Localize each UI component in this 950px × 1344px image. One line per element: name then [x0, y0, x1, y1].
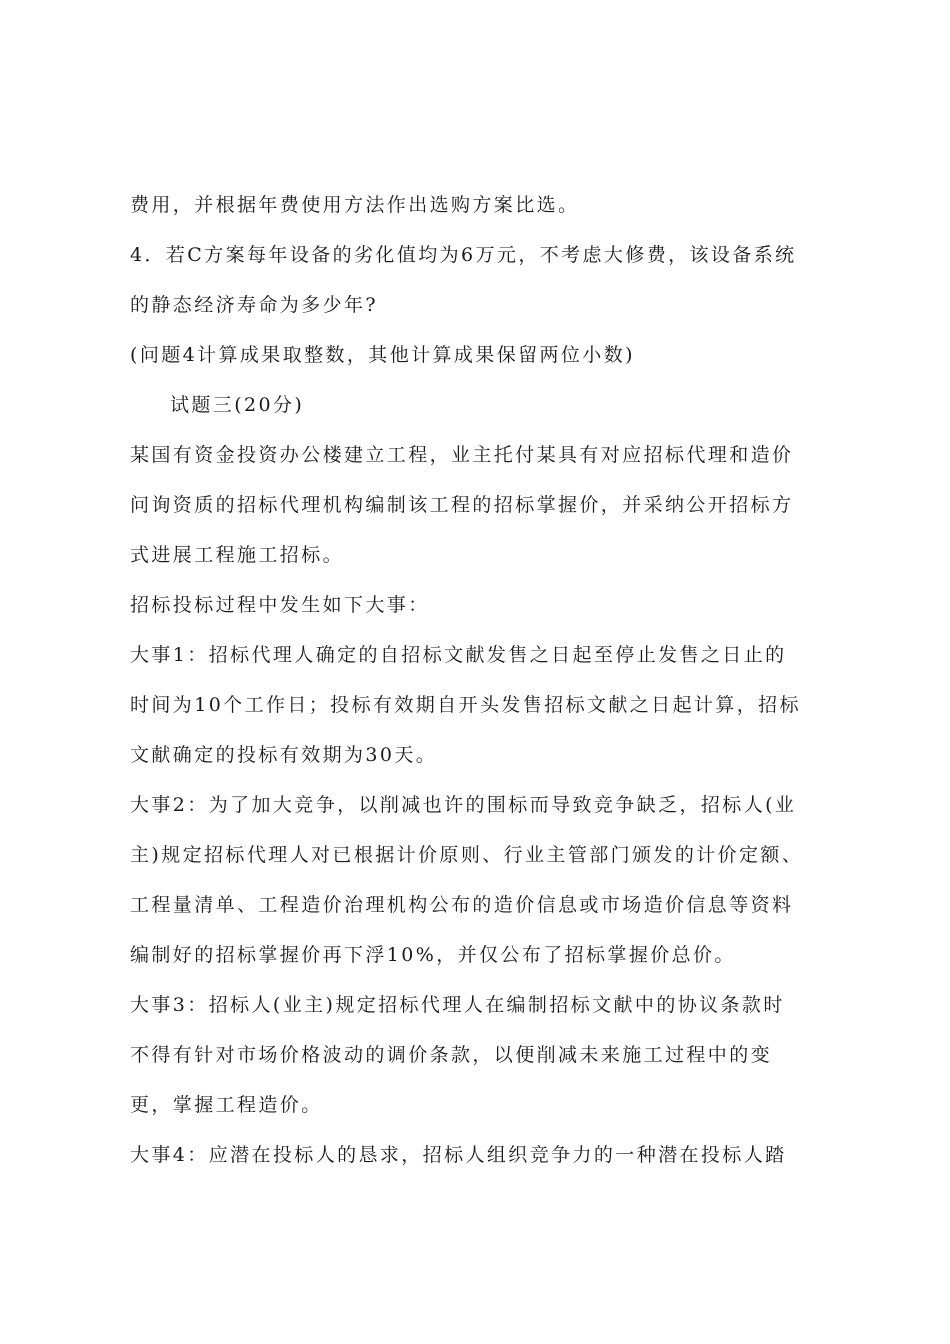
text-line: (问题4计算成果取整数，其他计算成果保留两位小数)	[130, 344, 635, 366]
text-line: 编制好的招标掌握价再下浮10%，并仅公布了招标掌握价总价。	[130, 944, 736, 966]
text-line: 的静态经济寿命为多少年?	[130, 294, 378, 316]
text-line: 费用，并根据年费使用方法作出选购方案比选。	[130, 194, 580, 216]
section-heading: 试题三(20分)	[170, 394, 305, 416]
text-line: 时间为10个工作日；投标有效期自开头发售招标文献之日起计算，招标	[130, 694, 801, 716]
text-line: 某国有资金投资办公楼建立工程，业主托付某具有对应招标代理和造价	[130, 444, 794, 466]
text-line: 大事4：应潜在投标人的恳求，招标人组织竞争力的一种潜在投标人踏	[130, 1144, 787, 1166]
text-line: 不得有针对市场价格波动的调价条款，以便削减未来施工过程中的变	[130, 1044, 773, 1066]
text-line: 招标投标过程中发生如下大事：	[130, 594, 430, 616]
text-line: 式进展工程施工招标。	[130, 544, 345, 566]
text-line: 问询资质的招标代理机构编制该工程的招标掌握价，并采纳公开招标方	[130, 494, 794, 516]
text-line: 主)规定招标代理人对已根据计价原则、行业主管部门颁发的计价定额、	[130, 844, 804, 866]
text-line: 大事2：为了加大竞争，以削减也许的围标而导致竞争缺乏，招标人(业	[130, 794, 797, 816]
text-line: 更，掌握工程造价。	[130, 1094, 323, 1116]
text-line: 大事1：招标代理人确定的自招标文献发售之日起至停止发售之日止的	[130, 644, 787, 666]
text-line: 文献确定的投标有效期为30天。	[130, 744, 438, 766]
text-line: 大事3：招标人(业主)规定招标代理人在编制招标文献中的协议条款时	[130, 994, 785, 1016]
text-line: 工程量清单、工程造价治理机构公布的造价信息或市场造价信息等资料	[130, 894, 794, 916]
text-line: 4．若C方案每年设备的劣化值均为6万元，不考虑大修费，该设备系统	[130, 244, 797, 266]
